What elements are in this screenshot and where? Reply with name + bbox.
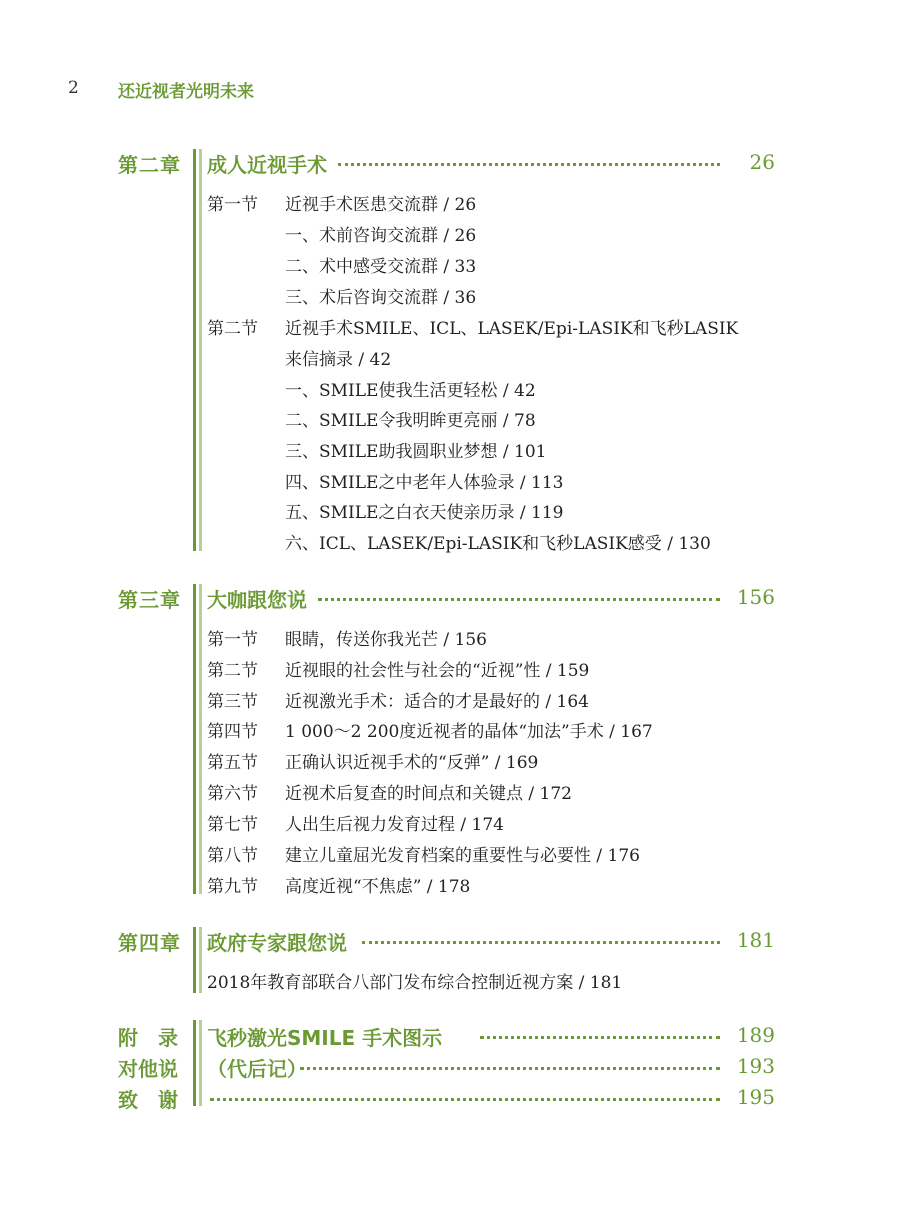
afterword-label: 对他说 xyxy=(118,1057,178,1081)
ch2-section-1-text: 近视手术医患交流群 / 26 xyxy=(285,195,477,215)
ch3-section-4-text: 1 000～2 200度近视者的晶体“加法”手术 / 167 xyxy=(285,722,653,742)
ch2-s2-sub-1: 一、SMILE使我生活更轻松 / 42 xyxy=(285,381,536,401)
chapter-2-page: 26 xyxy=(749,150,775,174)
chapter-2-title: 成人近视手术 xyxy=(207,153,327,177)
chapter-2-bar-light xyxy=(199,149,202,551)
chapter-2-bar xyxy=(193,149,196,551)
ch3-section-2-text: 近视眼的社会性与社会的“近视”性 / 159 xyxy=(285,661,590,681)
ch3-section-1-label: 第一节 xyxy=(207,630,258,650)
ch3-section-7-text: 人出生后视力发育过程 / 174 xyxy=(285,815,504,835)
ch3-section-5-text: 正确认识近视手术的“反弹” / 169 xyxy=(285,753,539,773)
ch2-section-2-label: 第二节 xyxy=(207,319,258,339)
ch2-s2-sub-5: 五、SMILE之白衣天使亲历录 / 119 xyxy=(285,503,564,523)
acknowledgements-page: 195 xyxy=(736,1085,775,1109)
chapter-4-leader xyxy=(362,941,720,944)
chapter-3-leader xyxy=(318,598,720,601)
chapter-3-bar xyxy=(193,584,196,894)
ch2-s2-sub-4: 四、SMILE之中老年人体验录 / 113 xyxy=(285,473,564,493)
ch2-s2-sub-2: 二、SMILE令我明眸更亮丽 / 78 xyxy=(285,411,536,431)
ch2-section-1-label: 第一节 xyxy=(207,195,258,215)
ch2-s1-sub-1: 一、术前咨询交流群 / 26 xyxy=(285,226,477,246)
ch3-section-3-label: 第三节 xyxy=(207,692,258,712)
chapter-4-bar xyxy=(193,927,196,993)
ch2-section-2-text: 近视手术SMILE、ICL、LASEK/Epi-LASIK和飞秒LASIK xyxy=(285,319,739,339)
appendix-page: 189 xyxy=(736,1023,775,1047)
chapter-4-label: 第四章 xyxy=(118,931,181,955)
chapter-3-bar-light xyxy=(199,584,202,894)
ch3-section-8-text: 建立儿童屈光发育档案的重要性与必要性 / 176 xyxy=(285,846,640,866)
ch2-s1-sub-2: 二、术中感受交流群 / 33 xyxy=(285,257,477,277)
ch3-section-6-text: 近视术后复查的时间点和关键点 / 172 xyxy=(285,784,572,804)
appendix-bar-light xyxy=(199,1020,202,1106)
page-number: 2 xyxy=(68,78,79,98)
ch3-section-8-label: 第八节 xyxy=(207,846,258,866)
appendix-title: 飞秒激光SMILE 手术图示 xyxy=(207,1026,443,1050)
ch3-section-6-label: 第六节 xyxy=(207,784,258,804)
appendix-leader xyxy=(480,1036,720,1039)
ch2-s2-sub-6: 六、ICL、LASEK/Epi-LASIK和飞秒LASIK感受 / 130 xyxy=(285,534,711,554)
chapter-2-leader xyxy=(338,163,720,166)
chapter-3-page: 156 xyxy=(736,585,775,609)
ch3-section-1-text: 眼睛，传送你我光芒 / 156 xyxy=(285,630,487,650)
chapter-3-title: 大咖跟您说 xyxy=(207,588,307,612)
ch2-s2-sub-3: 三、SMILE助我圆职业梦想 / 101 xyxy=(285,442,547,462)
chapter-3-label: 第三章 xyxy=(118,588,181,612)
ch3-section-2-label: 第二节 xyxy=(207,661,258,681)
afterword-page: 193 xyxy=(736,1054,775,1078)
acknowledgements-leader xyxy=(210,1098,720,1101)
ch3-section-3-text: 近视激光手术：适合的才是最好的 / 164 xyxy=(285,692,589,712)
acknowledgements-label: 致 谢 xyxy=(118,1088,178,1112)
chapter-2-label: 第二章 xyxy=(118,153,181,177)
afterword-leader xyxy=(300,1067,720,1070)
afterword-title: （代后记） xyxy=(207,1057,307,1081)
appendix-label: 附 录 xyxy=(118,1026,178,1050)
ch3-section-9-text: 高度近视“不焦虑” / 178 xyxy=(285,877,471,897)
ch2-section-2-text-cont: 来信摘录 / 42 xyxy=(285,350,392,370)
chapter-4-page: 181 xyxy=(736,928,775,952)
ch4-item: 2018年教育部联合八部门发布综合控制近视方案 / 181 xyxy=(207,973,623,993)
appendix-bar xyxy=(193,1020,196,1106)
chapter-4-title: 政府专家跟您说 xyxy=(207,931,347,955)
ch3-section-4-label: 第四节 xyxy=(207,722,258,742)
ch3-section-5-label: 第五节 xyxy=(207,753,258,773)
ch3-section-7-label: 第七节 xyxy=(207,815,258,835)
chapter-4-bar-light xyxy=(199,927,202,993)
ch3-section-9-label: 第九节 xyxy=(207,877,258,897)
running-header-title: 还近视者光明未来 xyxy=(118,82,254,102)
ch2-s1-sub-3: 三、术后咨询交流群 / 36 xyxy=(285,288,477,308)
